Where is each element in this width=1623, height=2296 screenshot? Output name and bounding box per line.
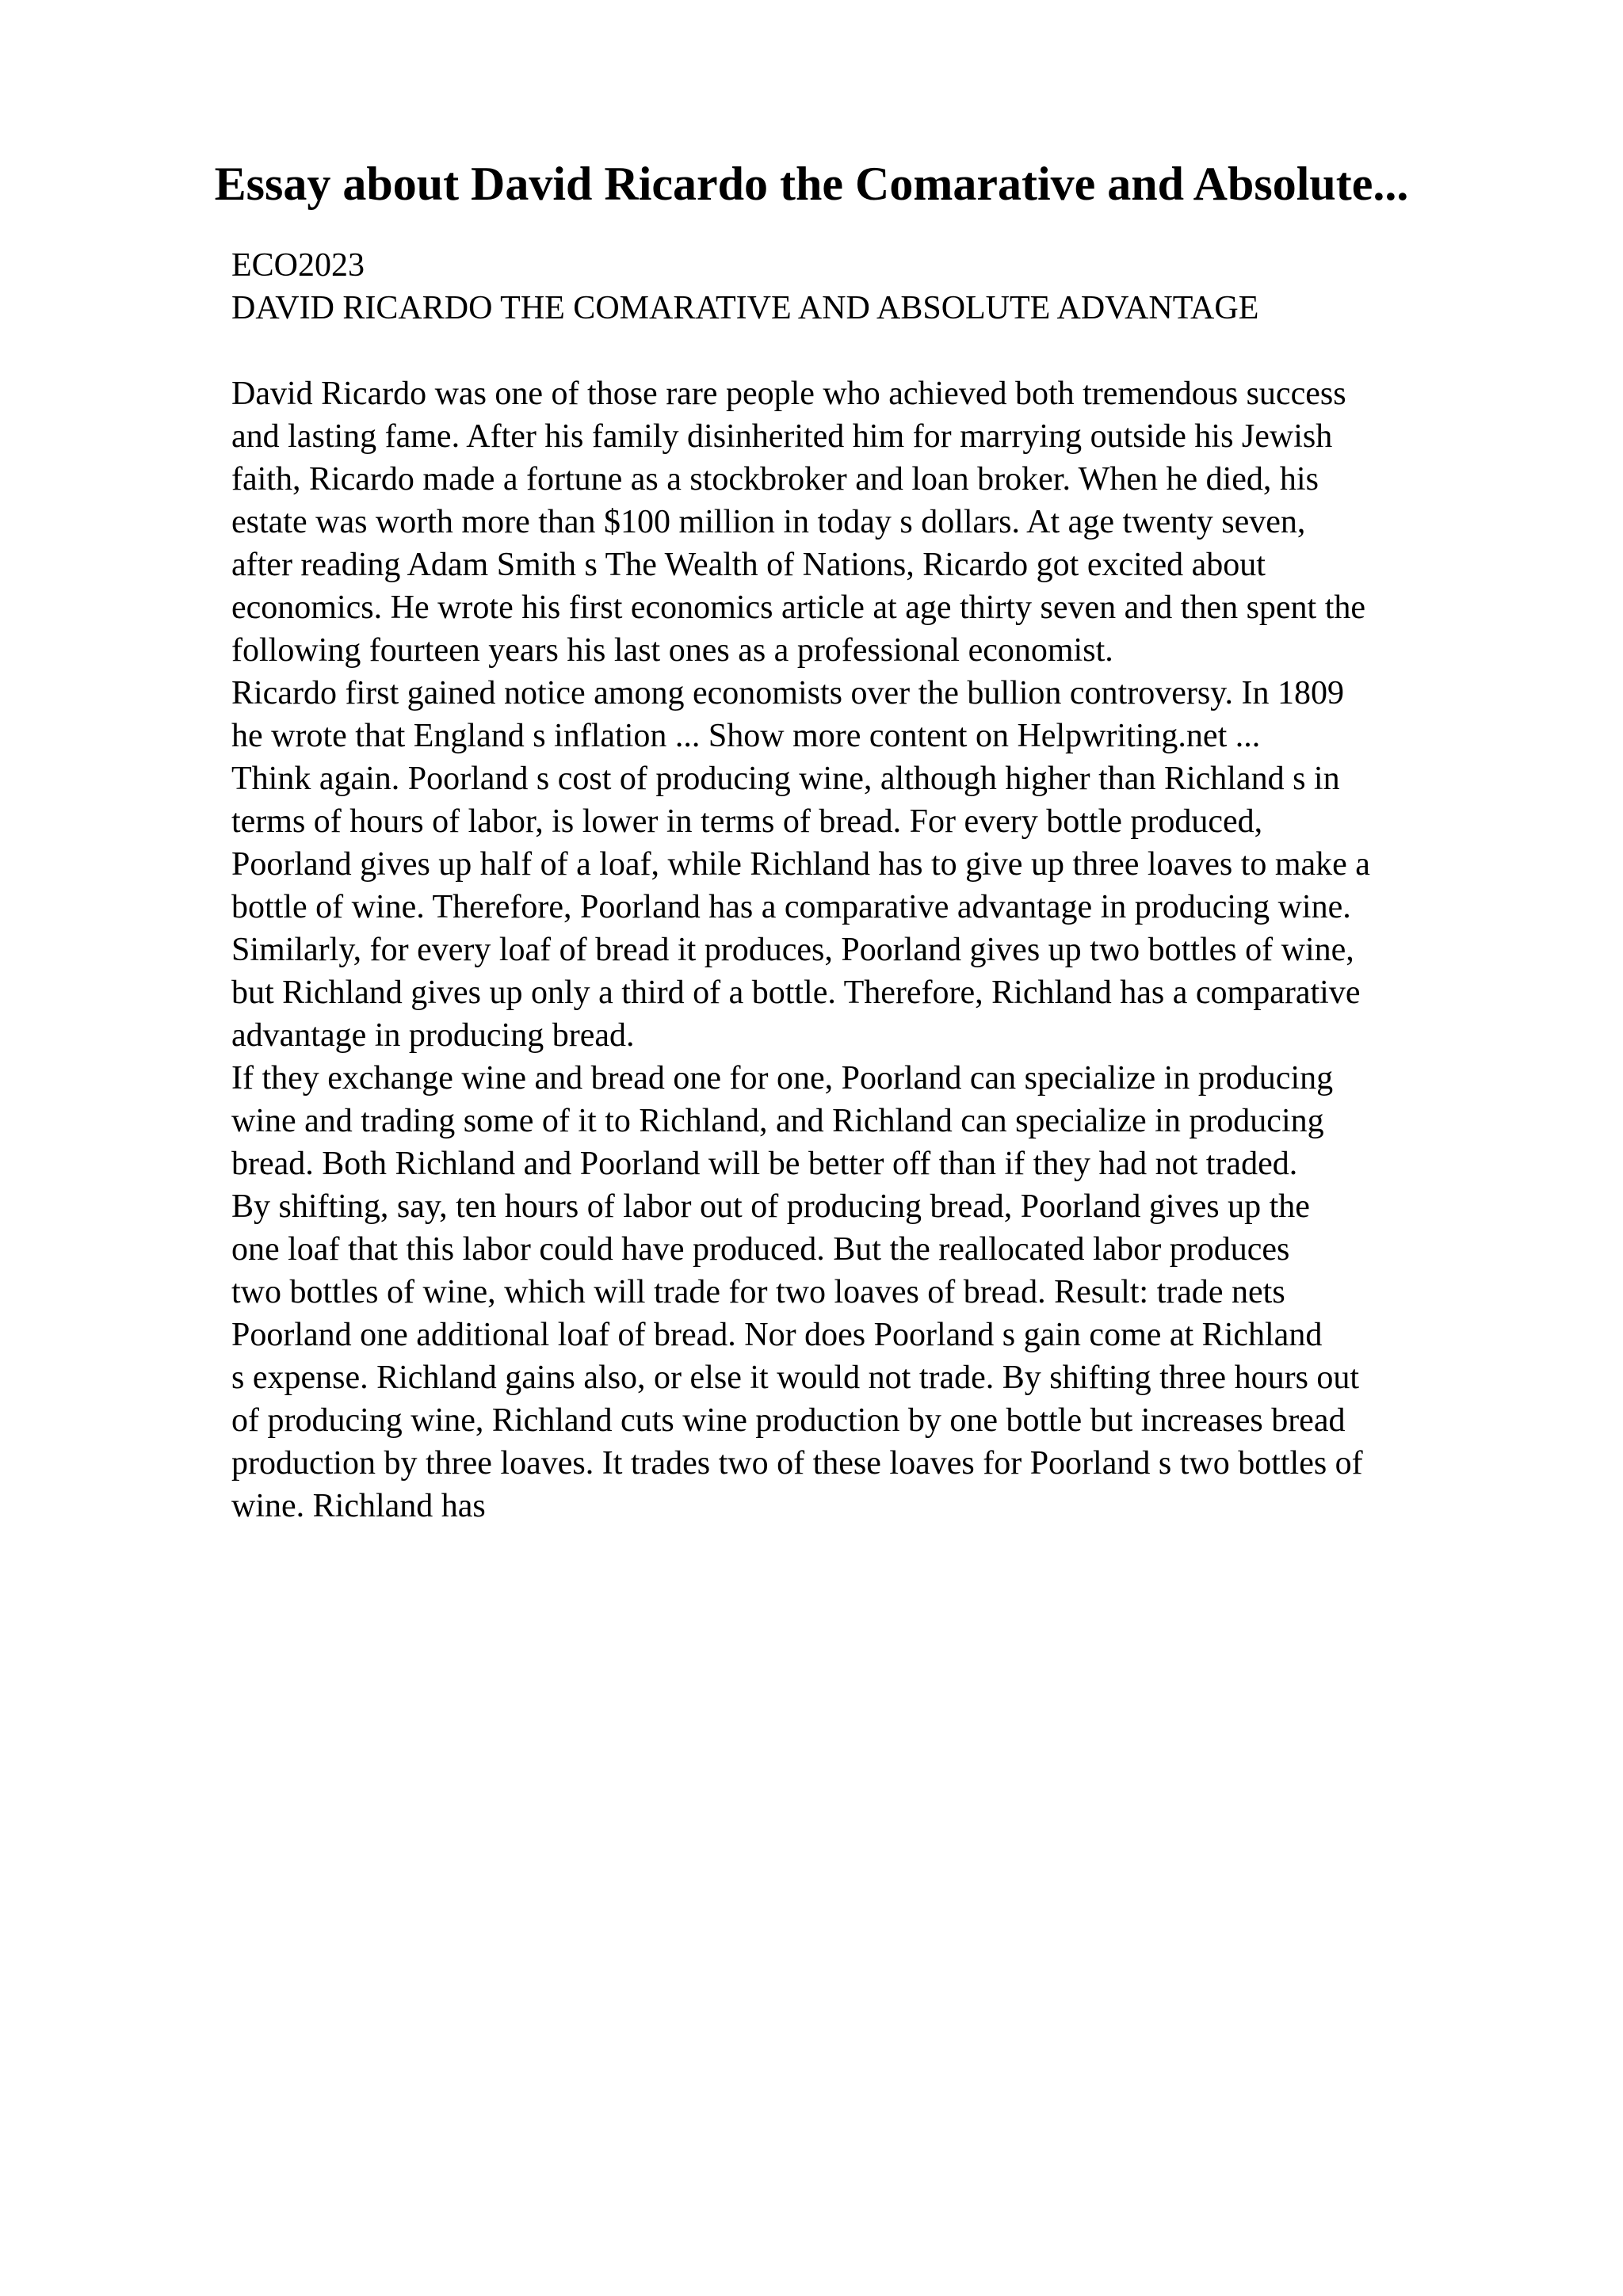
body-line: s expense. Richland gains also, or else it would not trade. By shifting three hours out xyxy=(231,1360,1360,1396)
body-line: of producing wine, Richland cuts wine production by one bottle but increases bread xyxy=(231,1402,1346,1439)
body-line: production by three loaves. It trades two of these loaves for Poorland s two bottles of xyxy=(231,1445,1363,1482)
body-line: he wrote that England s inflation ... Show more content on Helpwriting.net ... xyxy=(231,718,1261,754)
body-line: Poorland gives up half of a loaf, while Richland has to give up three loaves to make a xyxy=(231,846,1370,883)
document-title: Essay about David Ricardo the Comarative and Absolute... xyxy=(214,158,1409,210)
body-line: By shifting, say, ten hours of labor out of producing bread, Poorland gives up the xyxy=(231,1188,1310,1225)
essay-heading: DAVID RICARDO THE COMARATIVE AND ABSOLUTE ADVANTAGE xyxy=(231,290,1259,326)
body-line: estate was worth more than $100 million in today s dollars. At age twenty seven, xyxy=(231,504,1306,540)
body-line: advantage in producing bread. xyxy=(231,1017,635,1054)
body-line: If they exchange wine and bread one for one, Poorland can specialize in producing xyxy=(231,1060,1334,1097)
body-line: wine and trading some of it to Richland, and Richland can specialize in producing xyxy=(231,1103,1324,1139)
body-line: Poorland one additional loaf of bread. Nor does Poorland s gain come at Richland xyxy=(231,1317,1323,1353)
document-body xyxy=(231,244,1547,1527)
body-line: and lasting fame. After his family disinherited him for marrying outside his Jewish xyxy=(231,418,1333,455)
body-line: economics. He wrote his first economics article at age thirty seven and then spent the xyxy=(231,589,1366,626)
body-line: bottle of wine. Therefore, Poorland has a comparative advantage in producing wine. xyxy=(231,889,1351,925)
body-line: faith, Ricardo made a fortune as a stockbroker and loan broker. When he died, his xyxy=(231,461,1319,498)
body-line: after reading Adam Smith s The Wealth of Nations, Ricardo got excited about xyxy=(231,547,1266,583)
body-line: Similarly, for every loaf of bread it produces, Poorland gives up two bottles of wine, xyxy=(231,932,1354,968)
body-line: wine. Richland has xyxy=(231,1488,486,1524)
body-line: Think again. Poorland s cost of producing wine, although higher than Richland s in xyxy=(231,761,1340,797)
body-line: Ricardo first gained notice among economists over the bullion controversy. In 1809 xyxy=(231,675,1344,711)
body-line: following fourteen years his last ones as a professional economist. xyxy=(231,632,1113,669)
body-line: bread. Both Richland and Poorland will be better off than if they had not traded. xyxy=(231,1146,1298,1182)
paragraph-gap xyxy=(231,330,1547,372)
course-code: ECO2023 xyxy=(231,247,365,284)
body-line: terms of hours of labor, is lower in terms of bread. For every bottle produced, xyxy=(231,803,1263,840)
body-line: but Richland gives up only a third of a bottle. Therefore, Richland has a comparative xyxy=(231,974,1361,1011)
body-line: two bottles of wine, which will trade for two loaves of bread. Result: trade nets xyxy=(231,1274,1285,1310)
body-line: David Ricardo was one of those rare people who achieved both tremendous success xyxy=(231,376,1346,412)
body-line: one loaf that this labor could have produced. But the reallocated labor produces xyxy=(231,1231,1290,1268)
